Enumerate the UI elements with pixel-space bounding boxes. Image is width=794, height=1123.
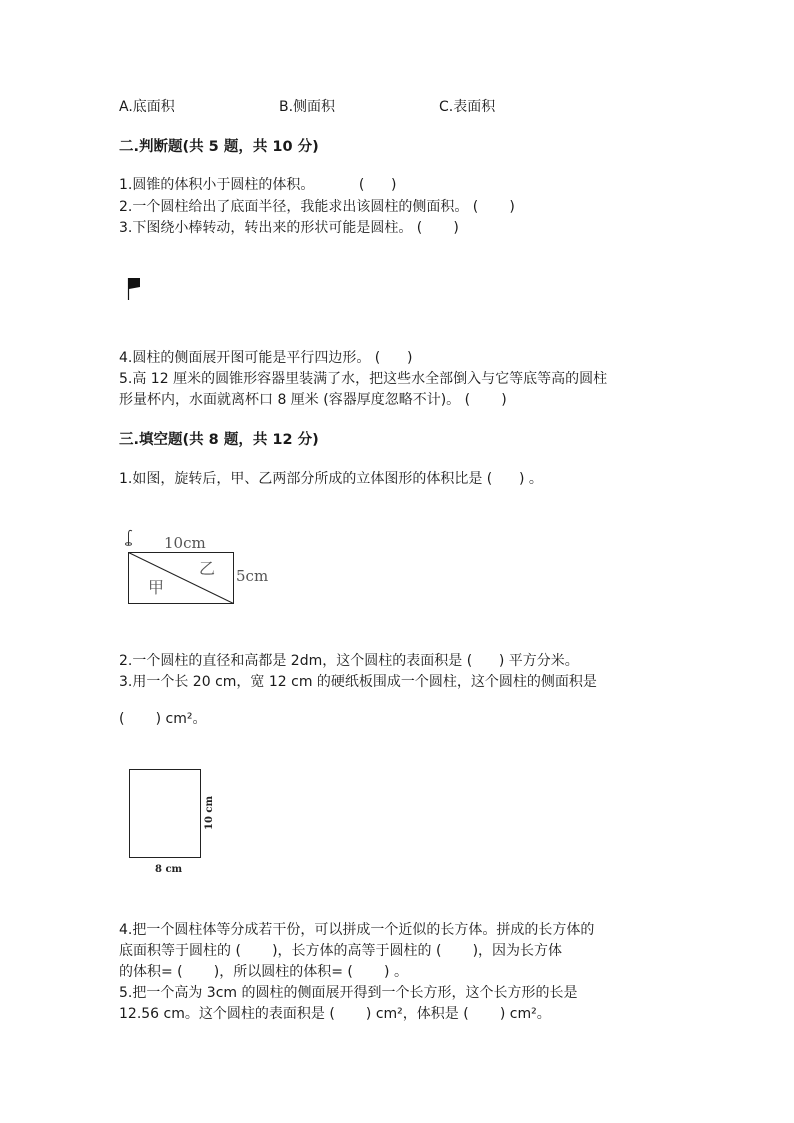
- section3-heading: 三.填空题(共 8 题，共 12 分): [119, 432, 319, 448]
- section3-question-3-line2: ( ) cm²。: [119, 711, 207, 727]
- figure-diagonal: [129, 553, 234, 604]
- choice-c: C.表面积: [439, 99, 496, 115]
- section3-question-2: 2.一个圆柱的直径和高都是 2dm，这个圆柱的表面积是 ( ) 平方分米。: [119, 653, 579, 669]
- section3-question-4-line3: 的体积= ( )，所以圆柱的体积= ( ) 。: [119, 964, 408, 980]
- section3-question-5-line2: 12.56 cm。这个圆柱的表面积是 ( ) cm²，体积是 ( ) cm²。: [119, 1006, 551, 1022]
- rotation-figure: [118, 525, 288, 611]
- section2-question-1: 1.圆锥的体积小于圆柱的体积。 ( ): [119, 177, 397, 193]
- section3-question-1: 1.如图，旋转后，甲、乙两部分所成的立体图形的体积比是 ( ) 。: [119, 471, 543, 487]
- section2-question-5-line1: 5.高 12 厘米的圆锥形容器里装满了水，把这些水全部倒入与它等底等高的圆柱: [119, 371, 608, 387]
- part-jia-label: 甲: [148, 578, 165, 597]
- width-label: 10cm: [164, 534, 206, 552]
- section2-question-3: 3.下图绕小棒转动，转出来的形状可能是圆柱。 ( ): [119, 220, 459, 236]
- section2-question-4: 4.圆柱的侧面展开图可能是平行四边形。 ( ): [119, 350, 413, 366]
- rotation-arrow-icon: [126, 530, 133, 545]
- flag-cloth: [129, 278, 140, 289]
- section2-question-2: 2.一个圆柱给出了底面半径，我能求出该圆柱的侧面积。 ( ): [119, 199, 515, 215]
- section2-question-5-line2: 形量杯内，水面就离杯口 8 厘米 (容器厚度忽略不计)。 ( ): [119, 392, 507, 408]
- section3-question-4-line1: 4.把一个圆柱体等分成若干份，可以拼成一个近似的长方体。拼成的长方体的: [119, 922, 595, 938]
- height-label: 5cm: [236, 567, 269, 585]
- rectangle-figure: [124, 764, 224, 880]
- section3-question-5-line1: 5.把一个高为 3cm 的圆柱的侧面展开得到一个长方形，这个长方形的长是: [119, 985, 578, 1001]
- section3-question-4-line2: 底面积等于圆柱的 ( )，长方体的高等于圆柱的 ( )，因为长方体: [119, 943, 563, 959]
- figure2-height-label: 10 cm: [204, 795, 215, 830]
- section3-question-3-line1: 3.用一个长 20 cm，宽 12 cm 的硬纸板围成一个圆柱，这个圆柱的侧面积是: [119, 674, 597, 690]
- choice-b: B.侧面积: [279, 99, 336, 115]
- section2-heading: 二.判断题(共 5 题，共 10 分): [119, 139, 319, 155]
- flag-figure: [124, 276, 144, 302]
- part-yi-label: 乙: [199, 559, 216, 578]
- figure2-rectangle: [130, 770, 201, 858]
- choice-a: A.底面积: [119, 99, 175, 115]
- figure2-width-label: 8 cm: [155, 864, 183, 875]
